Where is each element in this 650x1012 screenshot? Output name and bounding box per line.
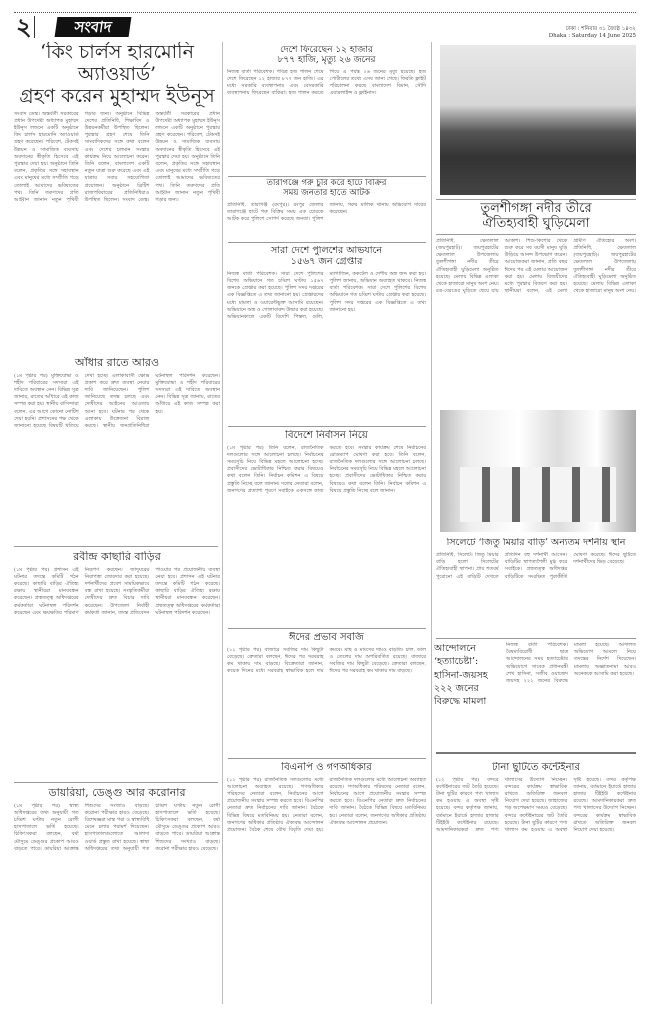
article-bidesh (227, 430, 426, 626)
headline-kachari: রবীন্দ্র কাছারি বাড়ির (73, 551, 161, 563)
article-body-bidesh: (১ম পৃষ্ঠার পর) তিনি বলেন, রাজনৈতিক দলগুলোর সঙ্গে আলোচনা চলছে। নির্বাচনের সময়সূচি নিয়ে বিভিন্ন মহলে আলোচনা হচ্ছে। প্রবাসীদের ভোটাধিকার নিশ্চিত করার বিষয়েও কথা বলেন তিনি। নির্বাচন কমিশন এ বিষয়ে প্রস্তুতি নিচ্ছে বলে জানান। দলের নেতারা বলেন, জনগণের প্রত্যাশা পূরণে সবাইকে একসঙ্গে কাজ করতে হবে। সংস্কার কার্যক্রম শেষে নির্বাচনের রোডম্যাপ ঘোষণা করা হবে। তিনি বলেন, রাজনৈতিক দলগুলোর সঙ্গে আলোচনা চলছে। নির্বাচনের সময়সূচি নিয়ে বিভিন্ন মহলে আলোচনা হচ্ছে। প্রবাসীদের ভোটাধিকার নিশ্চিত করার বিষয়েও কথা বলেন তিনি। নির্বাচন কমিশন এ বিষয়ে প্রস্তুতি নিচ্ছে বলে জানান। (227, 444, 426, 494)
date-english: Dhaka : Saturday 14 June 2025 (548, 33, 636, 39)
headline-police (227, 246, 426, 268)
divider (436, 638, 636, 639)
article-diarrhea (14, 787, 220, 1004)
headline-bidesh: বিদেশে নির্বাসন নিয়ে (285, 430, 368, 441)
headline-line: ২২২ জনের (434, 682, 479, 694)
headline-line: সারা দেশে পুলিশের অভিযানে (270, 246, 382, 256)
article-award (14, 42, 220, 352)
headline-line: ৮৭৭ হাজি, মৃত্যু ২৬ জনের (277, 55, 376, 66)
article-jitu (436, 538, 636, 636)
headline-taraganj (227, 179, 426, 199)
article-body-andhar: (১ম পৃষ্ঠার পর) মুক্তিযোদ্ধা ও শহীদ পরিবারের সদস্যরা এই দাবিতে অবস্থান নেন। বিভিন্ন সূত্র জানায়, রাতের আঁধারে এই কাজ সম্পন্ন করা হয়। স্থানীয় বাসিন্দারা বলেন, এর আগে কোনো নোটিশ দেয়া হয়নি। প্রশাসনের পক্ষ থেকে জানানো হয়েছে বিষয়টি খতিয়ে দেখা হচ্ছে। এলাকাবাসী ক্ষোভ প্রকাশ করে দ্রুত ব্যবস্থা নেয়ার দাবি জানিয়েছেন। পুলিশ জানিয়েছে তদন্ত চলছে এবং দোষীদের আইনের আওতায় আনা হবে। ঘটনার পর থেকে এলাকায় উত্তেজনা বিরাজ করছে। স্থানীয় জনপ্রতিনিধিরা ঘটনাস্থল পরিদর্শন করেছেন। মুক্তিযোদ্ধা ও শহীদ পরিবারের সদস্যরা এই দাবিতে অবস্থান নেন। বিভিন্ন সূত্র জানায়, রাতের আঁধারে এই কাজ সম্পন্ন করা হয়। (14, 372, 220, 430)
headline-diarrhea: ডায়রিয়া, ডেঙ্গু আর করোনার (48, 787, 186, 799)
headline-eid: ঈদের প্রভাব সবজি (288, 632, 365, 643)
headline-line: তারাগঞ্জে গরু চুরি করে হাটে বিক্রির (266, 179, 387, 188)
article-body-hajj: নিজস্ব বার্তা পরিবেশক। পবিত্র হজ পালন শেষে দেশে ফিরেছেন ১২ হাজার ৮৭৭ জন হাজি। এর মধ্যে সরকারি ব্যবস্থাপনায় এবং বেসরকারি ব্যবস্থাপনায় ফিরেছেন বাকিরা। হজ পালন করতে গিয়ে এ পর্যন্ত ২৬ জনের মৃত্যু হয়েছে। হজ পোর্টালের তথ্যে এসব জানা গেছে। ফিরতি ফ্লাইট পরিচালনা করছে বাংলাদেশ বিমান, সৌদি এয়ারলাইন্স ও ফ্লাইনাস। (227, 68, 426, 97)
photo-jitu-miah-house (440, 410, 636, 532)
article-body-award: সংবাদ ডেস্ক। অন্তর্বর্তী সরকারের প্রধান উপদেষ্টা অধ্যাপক মুহাম্মদ ইউনূস লন্ডনে একটি অনুষ্ঠানে কিং চার্লস হারমোনি অ্যাওয়ার্ড গ্রহণ করেছেন। পরিবেশ, টেকসই উন্নয়ন ও সামাজিক ব্যবসায় অবদানের স্বীকৃতি হিসেবে এই পুরস্কার দেয়া হয়। অনুষ্ঠানে তিনি বলেন, প্রকৃতির সঙ্গে সহাবস্থান এবং মানুষের মধ্যে সম্প্রীতি গড়ে তোলাই আমাদের ভবিষ্যতের পথ। তিনি তরুণদের প্রতি আহ্বান জানান নতুন পৃথিবী গড়ার জন্য। অনুষ্ঠানে বিভিন্ন দেশের প্রতিনিধি, শিক্ষাবিদ ও উন্নয়নকর্মীরা উপস্থিত ছিলেন। পুরস্কার গ্রহণ শেষে তিনি সাংবাদিকদের সঙ্গে কথা বলেন এবং দেশের চলমান সংস্কার কার্যক্রম নিয়ে আলোচনা করেন। তিনি বলেন, বাংলাদেশ একটি নতুন যাত্রা শুরু করেছে এবং এই যাত্রায় সবার সহযোগিতা প্রয়োজন। অনুষ্ঠানে ব্রিটিশ রাজপরিবারের প্রতিনিধিরাও উপস্থিত ছিলেন। সংবাদ ডেস্ক। অন্তর্বর্তী সরকারের প্রধান উপদেষ্টা অধ্যাপক মুহাম্মদ ইউনূস লন্ডনে একটি অনুষ্ঠানে পুরস্কার গ্রহণ করেছেন। পরিবেশ, টেকসই উন্নয়ন ও সামাজিক ব্যবসায় অবদানের স্বীকৃতি হিসেবে এই পুরস্কার দেয়া হয়। অনুষ্ঠানে তিনি বলেন, প্রকৃতির সঙ্গে সহাবস্থান এবং মানুষের মধ্যে সম্প্রীতি গড়ে তোলাই আমাদের ভবিষ্যতের পথ। তিনি তরুণদের প্রতি আহ্বান জানান নতুন পৃথিবী গড়ার জন্য। (14, 110, 220, 203)
article-container (436, 762, 636, 1004)
headline-container: টানা ছুটিতে কন্টেইনার (492, 762, 580, 773)
divider (14, 782, 218, 783)
divider (34, 16, 35, 38)
divider (436, 752, 636, 754)
divider (228, 176, 426, 177)
article-body-bnp: (১১ পৃষ্ঠার পর) রাজনৈতিক দলগুলোর মধ্যে আলোচনা অব্যাহত রয়েছে। গণঅধিকার পরিষদের নেতারা বলেন, নির্বাচনের আগে প্রয়োজনীয় সংস্কার সম্পন্ন করতে হবে। বিএনপির নেতারা দ্রুত নির্বাচনের দাবি জানান। বৈঠকে বিভিন্ন বিষয়ে মতবিনিময় হয়। নেতারা বলেন, জনগণের অধিকার প্রতিষ্ঠায় ঐক্যবদ্ধ আন্দোলন প্রয়োজন। বৈঠক শেষে যৌথ বিবৃতি দেয়া হয়। রাজনৈতিক দলগুলোর মধ্যে আলোচনা অব্যাহত রয়েছে। গণঅধিকার পরিষদের নেতারা বলেন, নির্বাচনের আগে প্রয়োজনীয় সংস্কার সম্পন্ন করতে হবে। বিএনপির নেতারা দ্রুত নির্বাচনের দাবি জানান। বৈঠকে বিভিন্ন বিষয়ে মতবিনিময় হয়। নেতারা বলেন, জনগণের অধিকার প্রতিষ্ঠায় ঐক্যবদ্ধ আন্দোলন প্রয়োজন। (227, 776, 426, 833)
divider (14, 546, 218, 547)
article-taraganj (227, 179, 426, 240)
article-body-andolon: নিজস্ব বার্তা পরিবেশক। বৈষম্যবিরোধী ছাত্র আন্দোলনের সময় হত্যাচেষ্টার অভিযোগে সাবেক প্রধানমন্ত্রী শেখ হাসিনা, সজীব ওয়াজেদ জয়সহ ২২২ জনের বিরুদ্ধে মামলা হয়েছে। আদালত অভিযোগ আমলে নিয়ে তদন্তের নির্দেশ দিয়েছেন। মামলায় অজ্ঞাতনামা আরও অনেককে আসামি করা হয়েছে। (506, 642, 636, 685)
column-divider (431, 42, 432, 1004)
headline-line: ‘কিং চার্লস হারমোনি অ্যাওয়ার্ড’ (40, 42, 194, 85)
headline-hajj (227, 45, 426, 66)
headline-line: তুলশীগঙ্গা নদীর তীরে (480, 201, 592, 216)
headline-line: দেশে ফিরেছেন ১২ হাজার (280, 45, 373, 55)
article-kachari (14, 551, 220, 779)
headline-andhar: আঁধার রাতে আরও (74, 357, 160, 369)
headline-line: গ্রহণ করেন মুহাম্মদ ইউনূস (19, 84, 215, 107)
photo-kite-festival-crowd (440, 45, 636, 195)
headline-bnp: বিএনপি ও গণঅধিকার (281, 762, 372, 773)
headline-award (14, 42, 220, 108)
article-body-kachari: (১ম পৃষ্ঠার পর) প্রশাসন এই ঘটনার তদন্তে কমিটি গঠন করেছে। কাছারি বাড়ির ঐতিহ্য রক্ষায় স্থানীয়রা মানববন্ধন করেছেন। প্রত্নতত্ত্ব অধিদপ্তরের কর্মকর্তারা ঘটনাস্থল পরিদর্শন করেছেন এবং ক্ষয়ক্ষতির পরিমাণ নিরূপণ করছেন। জাদুঘরের নিরাপত্তা জোরদার করা হয়েছে। দর্শনার্থীদের প্রবেশ সাময়িকভাবে বন্ধ রাখা হয়েছে। সংস্কৃতিকর্মীরা দোষীদের দ্রুত বিচার দাবি করেছেন। উপজেলা নির্বাহী কর্মকর্তা জানান, তদন্ত প্রতিবেদন পাওয়ার পর প্রয়োজনীয় ব্যবস্থা নেয়া হবে। প্রশাসন এই ঘটনার তদন্তে কমিটি গঠন করেছে। কাছারি বাড়ির ঐতিহ্য রক্ষায় স্থানীয়রা মানববন্ধন করেছেন। প্রত্নতত্ত্ব অধিদপ্তরের কর্মকর্তারা ঘটনাস্থল পরিদর্শন করেছেন। (14, 566, 220, 616)
date-bengali: ঢাকা : শনিবার ৩১ জ্যৈষ্ঠ ১৪৩২ (565, 26, 636, 32)
article-andhar (14, 357, 220, 543)
article-body-jitu: প্রতিনিধি, সিলেট। জিতু মিয়ার বাড়ি হলো সিলেটের ঐতিহ্যবাহী স্থাপনা। প্রায় শতবর্ষ পুরোনো এই বাড়িটি দেখতে প্রতিদিন বহু দর্শনার্থী আসেন। বাড়িটির স্থাপত্যশৈলী মুগ্ধ করে সবাইকে। প্রত্নতত্ত্ব অধিদপ্তর বাড়িটিকে সংরক্ষিত পুরাকীর্তি ঘোষণা করেছে। ঈদের ছুটিতে দর্শনার্থীদের ভিড় বেড়েছে। (436, 551, 636, 580)
article-bnp (227, 762, 426, 1004)
headline-line: ১৫৬৭ জন গ্রেপ্তার (290, 255, 363, 267)
headline-line: আন্দোলনে (434, 643, 476, 654)
headline-line: ঐতিহ্যবাহী ঘুড়িমেলা (482, 215, 590, 231)
headline-line: বিরুদ্ধে মামলা (434, 696, 487, 708)
dateline (549, 26, 636, 40)
divider (228, 242, 426, 243)
headline-line: হাসিনা-জয়সহ (434, 669, 488, 681)
article-ghuri (436, 199, 636, 398)
headline-jitu: সিলেটে ‘জিতু মিয়ার বাড়ি’ অন্যতম দর্শনীয় স্থান (446, 538, 626, 548)
column-divider (222, 42, 223, 1004)
article-eid (227, 632, 426, 756)
article-body-police: নিজস্ব বার্তা পরিবেশক। সারা দেশে পুলিশের বিশেষ অভিযানে গত চব্বিশ ঘণ্টায় ১৫৬৭ জনকে গ্রেপ্তার করা হয়েছে। পুলিশ সদর দপ্তরের এক বিজ্ঞপ্তিতে এ তথ্য জানানো হয়। গ্রেপ্তারদের মধ্যে মামলা ও ওয়ারেন্টভুক্ত আসামি রয়েছেন। অভিযানে অস্ত্র ও গোলাবারুদ উদ্ধার করা হয়েছে। অভিযানকালে একটি বিদেশি পিস্তল, গুলি, ম্যাগাজিন, ককটেল ও দেশীয় অস্ত্র জব্দ করা হয়। পুলিশ জানায়, অভিযান অব্যাহত থাকবে। নিজস্ব বার্তা পরিবেশক। সারা দেশে পুলিশের বিশেষ অভিযানে গত চব্বিশ ঘণ্টায় গ্রেপ্তার করা হয়েছে। পুলিশ সদর দপ্তরের এক বিজ্ঞপ্তিতে এ তথ্য জানানো হয়। (227, 270, 426, 321)
divider (228, 628, 426, 629)
article-body-container: (১২ পৃষ্ঠার পর) বন্দরে কন্টেইনারের জট তৈরি হয়েছে। টানা ছুটির কারণে পণ্য খালাস কম হওয়ায় এ অবস্থা সৃষ্টি হয়েছে। বন্দর কর্তৃপক্ষ জানায়, বর্তমানে ইয়ার্ডে হাজার হাজার টিইইউ কন্টেইনার রয়েছে। আমদানিকারকরা দ্রুত পণ্য খালাসের উদ্যোগ নিচ্ছেন। বন্দরের কার্যক্রম স্বাভাবিক রাখতে অতিরিক্ত জনবল নিয়োগ দেয়া হয়েছে। জাহাজের গড় অপেক্ষমাণ সময়ও বেড়েছে। বন্দরে কন্টেইনারের জট তৈরি হয়েছে। টানা ছুটির কারণে পণ্য খালাস কম হওয়ায় এ অবস্থা সৃষ্টি হয়েছে। বন্দর কর্তৃপক্ষ জানায়, বর্তমানে ইয়ার্ডে হাজার হাজার টিইইউ কন্টেইনার রয়েছে। আমদানিকারকরা দ্রুত পণ্য খালাসের উদ্যোগ নিচ্ছেন। বন্দরের কার্যক্রম স্বাভাবিক রাখতে অতিরিক্ত জনবল নিয়োগ দেয়া হয়েছে। (436, 776, 636, 833)
article-body-taraganj: প্রতিনিধি, তারাগঞ্জ (রংপুর)। রংপুর জেলার তারাগঞ্জে হাটে গরু বিক্রির সময় এক চোরকে আটক করে পুলিশে সোপর্দ করেছে জনতা। পুলিশ জানায়, গরুর মালিক থানায় অভিযোগ দায়ের করেছেন। (227, 201, 426, 222)
divider (228, 426, 426, 427)
article-body-eid: (১১ পৃষ্ঠার পর) বাজারে সবজির দাম কিছুটা বেড়েছে। ক্রেতারা বলছেন, ঈদের পর সরবরাহ কম থাকায় দাম বাড়ছে। বিক্রেতারা জানান, কয়েক দিনের মধ্যে সরবরাহ স্বাভাবিক হলে দাম কমবে। মাছ ও মাংসের দামও বাড়তি। চাল, ডাল ও তেলের দাম অপরিবর্তিত রয়েছে। বাজারে সবজির দাম কিছুটা বেড়েছে। ক্রেতারা বলছেন, ঈদের পর সরবরাহ কম থাকায় দাম বাড়ছে। (227, 646, 426, 675)
headline-andolon (434, 642, 502, 748)
headline-line: সময় জনতার হাতে আটক (283, 187, 370, 198)
page-number: ২ (16, 12, 32, 41)
article-body-ghuri: প্রতিনিধি, ক্ষেতলাল (জয়পুরহাট)। জয়পুরহাটের ক্ষেতলাল উপজেলায় তুলশীগঙ্গা নদীর তীরে ঐতিহ্যবাহী ঘুড়িমেলা অনুষ্ঠিত হয়েছে। মেলায় বিভিন্ন এলাকা থেকে হাজারো মানুষ অংশ নেয়। রঙ-বেরঙের ঘুড়িতে ছেয়ে যায় আকাশ। শিশু-কিশোর থেকে শুরু করে সব বয়সী মানুষ ঘুড়ি উড়িয়ে আনন্দ উপভোগ করেন। আয়োজকরা জানান, প্রতি বছর ঈদের পর এই মেলার আয়োজন করা হয়। মেলায় বিজয়ীদের মধ্যে পুরস্কার বিতরণ করা হয়। স্থানীয়রা বলেন, এই মেলা গ্রামীণ ঐতিহ্যের অংশ। প্রতিনিধি, ক্ষেতলাল (জয়পুরহাট)। জয়পুরহাটের ক্ষেতলাল উপজেলায় তুলশীগঙ্গা নদীর তীরে ঐতিহ্যবাহী ঘুড়িমেলা অনুষ্ঠিত হয়েছে। মেলায় বিভিন্ন এলাকা থেকে হাজারো মানুষ অংশ নেয়। (436, 237, 636, 295)
article-police (227, 246, 426, 424)
article-body-diarrhea: (১ম পৃষ্ঠার পর) স্বাস্থ্য অধিদপ্তরের তথ্য অনুযায়ী গত চব্বিশ ঘণ্টায় নতুন রোগী হাসপাতালে ভর্তি হয়েছে। চিকিৎসকরা বলছেন, বর্ষা মৌসুমে ডেঙ্গুর প্রকোপ আরও বাড়তে পারে। ডায়রিয়া আক্রান্ত শিশুদের সংখ্যাও বাড়ছে। করোনা পরীক্ষার হারও বেড়েছে। বিশেষজ্ঞরা মাস্ক পরা ও স্বাস্থ্যবিধি মেনে চলার পরামর্শ দিয়েছেন। হাসপাতালগুলোতে আলাদা ওয়ার্ড প্রস্তুত রাখা হয়েছে। স্বাস্থ্য অধিদপ্তরের তথ্য অনুযায়ী গত চব্বিশ ঘণ্টায় নতুন রোগী হাসপাতালে ভর্তি হয়েছে। চিকিৎসকরা বলছেন, বর্ষা মৌসুমে ডেঙ্গুর প্রকোপ আরও বাড়তে পারে। ডায়রিয়া আক্রান্ত শিশুদের সংখ্যাও বাড়ছে। করোনা পরীক্ষার হারও বেড়েছে। (14, 802, 220, 852)
article-hajj (227, 45, 426, 174)
newspaper-logo: সংবাদ (55, 17, 132, 37)
masthead-rule (14, 12, 636, 13)
article-andolon (434, 642, 636, 748)
headline-ghuri (436, 199, 636, 235)
divider (228, 758, 426, 759)
headline-line: ‘হত্যাচেষ্টা’: (434, 656, 479, 668)
